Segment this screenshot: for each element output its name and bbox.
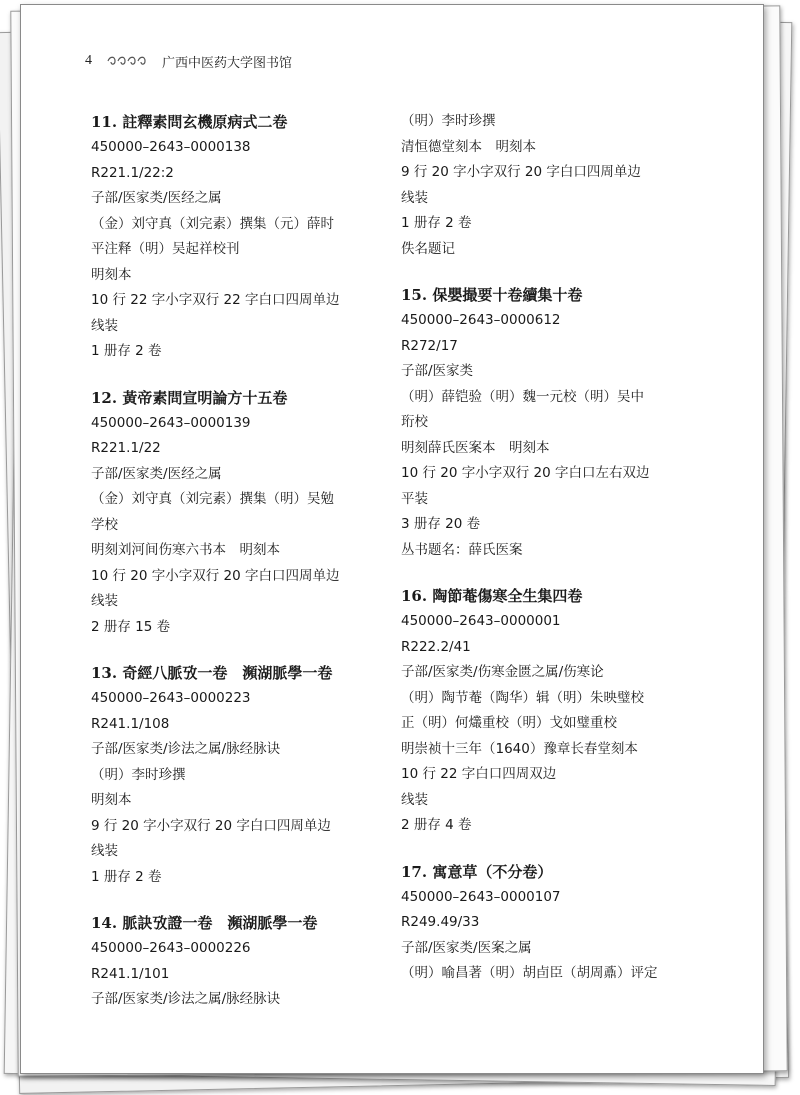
- entry-line: 线装: [91, 317, 118, 334]
- entry-line: 450000–2643–0000001: [401, 613, 561, 629]
- entry-line: 线装: [91, 593, 118, 609]
- entry-line: 2 册存 4 卷: [401, 817, 472, 833]
- entry-title: 12. 黃帝素問宣明論方十五卷: [91, 388, 288, 407]
- entry-line: 2 册存 15 卷: [91, 618, 171, 635]
- entry-title: 16. 陶節菴傷寒全生集四卷: [401, 587, 583, 605]
- catalog-entry: [91, 109, 391, 365]
- entry-line: R221.1/22: [91, 440, 161, 456]
- entry-line: 450000–2643–0000138: [91, 139, 251, 155]
- entry-line: 子部/医家类: [401, 363, 474, 379]
- catalog-entry: [401, 859, 731, 987]
- entry-line: （明）李时珍撰: [91, 766, 186, 783]
- entry-line: 明崇祯十三年（1640）豫章长春堂刻本: [401, 740, 638, 757]
- entry-line: 珩校: [401, 414, 428, 430]
- left-column: [91, 109, 391, 1033]
- entry-line: （金）刘守真（刘完素）撰集（明）吴勉: [91, 491, 334, 507]
- catalog-page: [20, 4, 764, 1074]
- entry-title: 14. 脈訣攷證一卷 瀕湖脈學一卷: [91, 914, 318, 932]
- entry-line: 明刻刘河间伤寒六书本 明刻本: [91, 542, 280, 558]
- page-number: 4: [85, 53, 92, 68]
- entry-line: 明刻薛氏医案本 明刻本: [401, 439, 550, 456]
- entry-line: 子部/医家类/诊法之属/脉经脉诀: [91, 741, 281, 757]
- entry-line: R249.49/33: [401, 914, 480, 930]
- entry-line: 450000–2643–0000107: [401, 888, 561, 905]
- entry-title: 17. 寓意草（不分卷）: [401, 862, 553, 881]
- entry-line: （明）李时珍撰: [401, 113, 496, 129]
- entry-line: 9 行 20 字小字双行 20 字白口四周单边: [401, 164, 641, 180]
- entry-line: 明刻本: [91, 266, 132, 283]
- entry-line: 9 行 20 字小字双行 20 字白口四周单边: [91, 817, 331, 834]
- catalog-entry: [401, 282, 731, 563]
- page-header: [85, 49, 292, 73]
- entry-line: （明）喻昌著（明）胡卣臣（胡周鼒）评定: [401, 965, 658, 981]
- entry-line: 450000–2643–0000612: [401, 312, 561, 328]
- entry-line: 子部/医家类/医经之属: [91, 465, 222, 482]
- right-column: [401, 109, 731, 1007]
- entry-line: 1 册存 2 卷: [91, 343, 162, 359]
- entry-line: R222.2/41: [401, 638, 471, 655]
- entry-line: 10 行 20 字小字双行 20 字白口左右双边: [401, 465, 650, 481]
- entry-line: 子部/医家类/医案之属: [401, 939, 532, 956]
- entry-line: （明）薛铠验（明）魏一元校（明）吴中: [401, 388, 644, 405]
- catalog-entry: [401, 109, 731, 262]
- entry-line: 3 册存 20 卷: [401, 516, 481, 532]
- entry-title: 11. 註釋素問玄機原病式二卷: [91, 113, 288, 131]
- entry-line: 丛书题名：薛氏医案: [401, 541, 523, 558]
- entry-line: 线装: [91, 843, 118, 859]
- entry-line: 平注释（明）吴起祥校刊: [91, 241, 240, 257]
- entry-line: 线装: [401, 189, 428, 206]
- entry-line: 10 行 22 字小字双行 22 字白口四周单边: [91, 292, 340, 308]
- entry-line: 10 行 22 字白口四周双边: [401, 766, 557, 782]
- entry-title: 15. 保嬰撮要十卷續集十卷: [401, 286, 583, 304]
- entry-line: 正（明）何爜重校（明）戈如璧重校: [401, 715, 617, 731]
- entry-line: 10 行 20 字小字双行 20 字白口四周单边: [91, 567, 340, 584]
- catalog-entry: [401, 583, 731, 839]
- entry-line: 子部/医家类/医经之属: [91, 190, 222, 206]
- library-name: 广西中医药大学图书馆: [162, 55, 293, 71]
- entry-line: R221.1/22:2: [91, 164, 174, 181]
- catalog-entry: [91, 660, 391, 890]
- entry-line: 学校: [91, 516, 118, 533]
- entry-title: 13. 奇經八脈攷一卷 瀕湖脈學一卷: [91, 664, 333, 682]
- entry-line: R272/17: [401, 337, 458, 354]
- catalog-entry: [91, 910, 391, 1013]
- entry-line: 450000–2643–0000139: [91, 414, 251, 431]
- entry-line: 450000–2643–0000223: [91, 690, 251, 706]
- entry-line: 佚名题记: [401, 240, 455, 257]
- entry-line: 1 册存 2 卷: [91, 868, 162, 885]
- entry-line: 子部/医家类/诊法之属/脉经脉诀: [91, 991, 281, 1007]
- scroll-ornament-icon: [106, 54, 150, 68]
- entry-line: R241.1/108: [91, 715, 170, 732]
- entry-line: （金）刘守真（刘完素）撰集（元）薛时: [91, 215, 334, 232]
- entry-line: （明）陶节菴（陶华）辑（明）朱映璧校: [401, 689, 644, 706]
- entry-line: 450000–2643–0000226: [91, 940, 251, 956]
- entry-line: 1 册存 2 卷: [401, 215, 472, 231]
- entry-line: 清恒德堂刻本 明刻本: [401, 138, 536, 155]
- entry-line: 平装: [401, 490, 428, 507]
- entry-line: 子部/医家类/伤寒金匮之属/伤寒论: [401, 664, 604, 680]
- entry-line: 线装: [401, 791, 428, 808]
- entry-line: 明刻本: [91, 792, 132, 808]
- catalog-entry: [91, 385, 391, 641]
- entry-line: R241.1/101: [91, 965, 170, 982]
